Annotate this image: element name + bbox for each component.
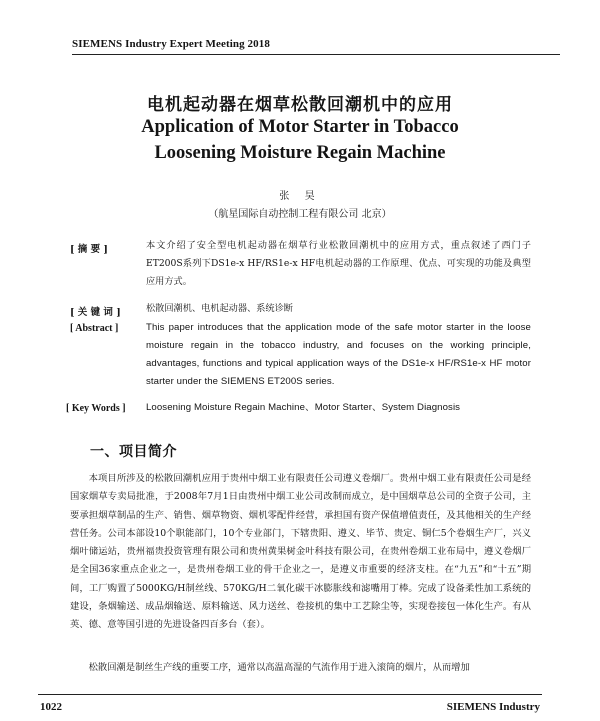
keywords-zh-text: 松散回潮机、电机起动器、系统诊断 (146, 303, 293, 314)
abstract-zh-text: 本文介绍了安全型电机起动器在烟草行业松散回潮机中的应用方式，重点叙述了西门子ET200S系列下DS1e-x HF/RS1e-x HF电机起动器的工作原理、优点、可实现的功能及典型应用方式。 (146, 240, 531, 287)
title-chinese: 电机起动器在烟草松散回潮机中的应用 (147, 95, 453, 115)
author-affiliation: （航星国际自动控制工程有限公司 北京） (208, 209, 392, 220)
footer-journal-name: SIEMENS Industry (446, 701, 540, 713)
section-paragraph-1: 本项目所涉及的松散回潮机应用于贵州中烟工业有限责任公司遵义卷烟厂。贵州中烟工业有限责任公司是经国家烟草专卖局批准，于2008年7月1日由贵州中烟工业公司改制而成立，是中国烟草总公司的全资子公司，主要承担烟草制品的生产、销售、烟草物资、烟机零配件经营，承担国有资产保值增值责任，及其他相关的生产经营任务。公司本部设10个职能部门，10个专业部门，下辖贵阳、遵义、毕节、贵定、铜仁5个卷烟生产厂，兴义烟叶储运站，贵州福贵投资管理有限公司和贵州黄果树金叶科技有限公司，在贵州卷烟工业布局中，遵义卷烟厂是全国36家重点企业之一，是贵州卷烟工业的骨干企业之一，是遵义市重要的经济支柱。在“九五”和“十五”期间，工厂购置了5000KG/H制丝线、570KG/H二氧化碳干冰膨胀线和滤嘴用丁棒。完成了设备柔性加工系统的建设，条烟输送、成品烟输送、原料输送、风力送丝、卷接机的集中工艺除尘等，实现卷接包一体化生产。有从英、德、意等国引进的先进设备四百多台（套）。 (70, 473, 531, 631)
keywords-zh-label: [ 关 键 词 ] (70, 307, 121, 318)
abstract-en-text: This paper introduces that the application mode of the safe motor starter in the loose moisture regain in the tobacco industry, and focuses on the working principle, advantages, functions and typical application ways of the DS1e-x HF/RS1e-x HF motor starter under the SIEMENS ET200S series. (146, 322, 531, 387)
title-english-line2: Loosening Moisture Regain Machine (154, 143, 446, 163)
footer-rule (38, 694, 542, 695)
author-name: 张 昊 (279, 191, 321, 202)
page-number: 1022 (40, 701, 62, 713)
title-english-line1: Application of Motor Starter in Tobacco (141, 117, 459, 137)
abstract-en-label: [ Abstract ] (70, 323, 119, 334)
header-rule (72, 54, 560, 55)
running-header: SIEMENS Industry Expert Meeting 2018 (72, 38, 270, 50)
abstract-zh-label: [ 摘 要 ] (70, 244, 108, 255)
keywords-en-label: [ Key Words ] (66, 403, 126, 414)
section-heading: 一、项目简介 (90, 444, 177, 460)
section-paragraph-2: 松散回潮是制丝生产线的重要工序，通常以高温高湿的气流作用于进入滚筒的烟片，从而增加 (88, 662, 470, 673)
keywords-en-text: Loosening Moisture Regain Machine、Motor Starter、System Diagnosis (146, 402, 461, 413)
